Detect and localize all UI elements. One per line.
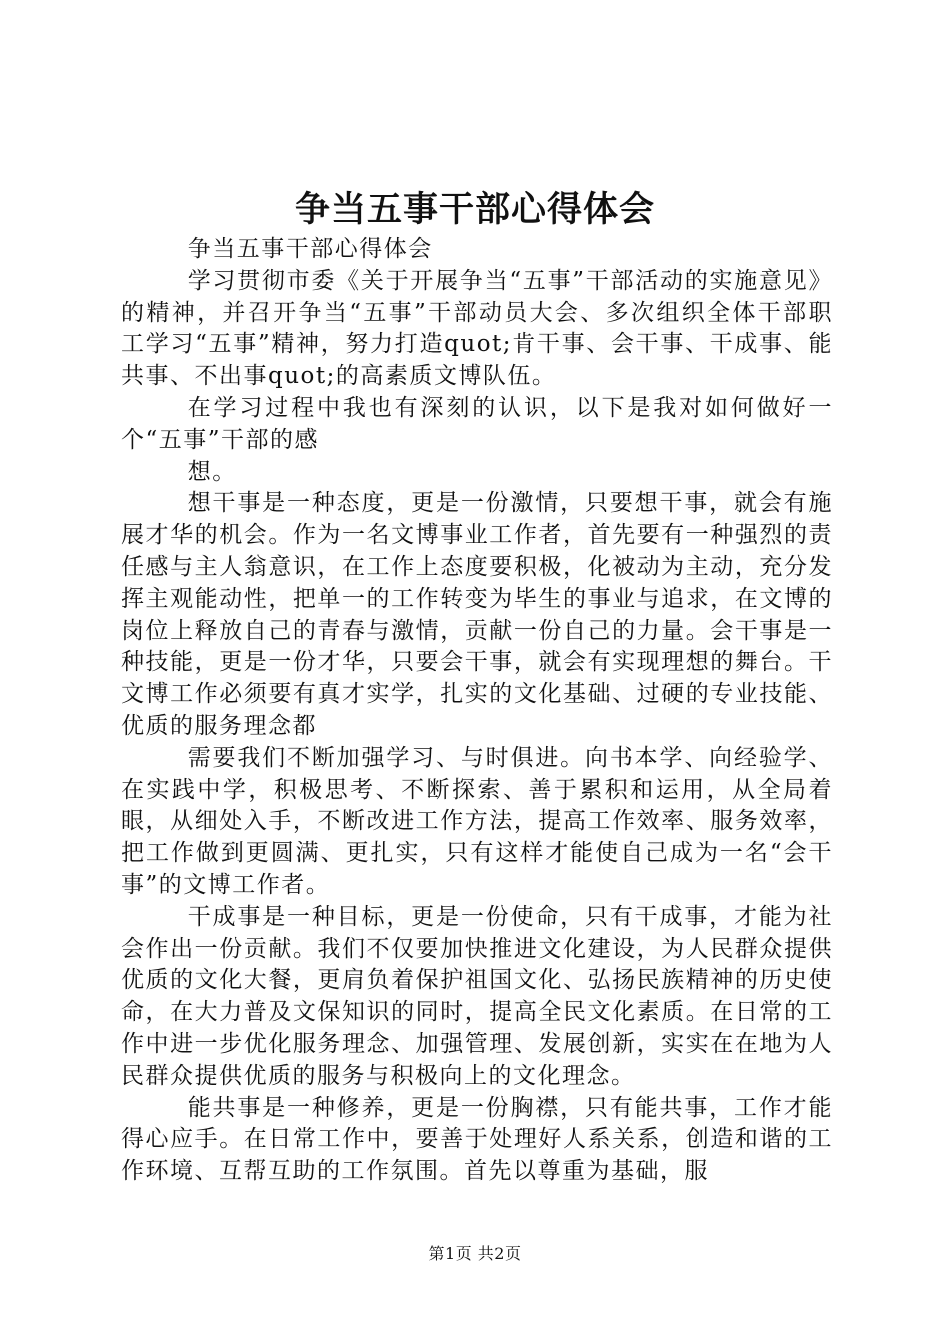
document-body <box>121 234 833 1188</box>
page-footer: 第1页 共2页 <box>428 1244 522 1263</box>
paragraph-intro: 学习贯彻市委《关于开展争当“五事”干部活动的实施意见》的精神，并召开争当“五事”干部动员大会、多次组织全体干部职工学习“五事”精神，努力打造quot;肯干事、会干事、干成事、能共事、不出事quot;的高素质文博队伍。 <box>121 267 833 390</box>
paragraph-learning: 在学习过程中我也有深刻的认识，以下是我对如何做好一个“五事”干部的感 <box>121 394 833 453</box>
paragraph-cooperate: 能共事是一种修养，更是一份胸襟，只有能共事，工作才能得心应手。在日常工作中，要善于处理好人系关系，创造和谐的工作环境、互帮互助的工作氛围。首先以尊重为基础，服 <box>121 1094 833 1185</box>
document-title: 争当五事干部心得体会 <box>294 189 655 230</box>
paragraph-subtitle: 争当五事干部心得体会 <box>187 236 433 262</box>
paragraph-want-to-work: 想干事是一种态度，更是一份激情，只要想干事，就会有施展才华的机会。作为一名文博事业工作者，首先要有一种强烈的责任感与主人翁意识，在工作上态度要积极，化被动为主动，充分发挥主观能动性，把单一的工作转变为毕生的事业与追求，在文博的岗位上释放自己的青春与激情，贡献一份自己的力量。会干事是一种技能，更是一份才华，只要会干事，就会有实现理想的舞台。干文博工作必须要有真才实学，扎实的文化基础、过硬的专业技能、优质的服务理念都 <box>121 490 833 739</box>
paragraph-study: 需要我们不断加强学习、与时俱进。向书本学、向经验学、在实践中学，积极思考、不断探索、善于累积和运用，从全局着眼，从细处入手，不断改进工作方法，提高工作效率、服务效率，把工作做到更圆满、更扎实，只有这样才能使自己成为一名“会干事”的文博工作者。 <box>121 744 833 898</box>
paragraph-accomplish: 干成事是一种目标，更是一份使命，只有干成事，才能为社会作出一份贡献。我们不仅要加快推进文化建设，为人民群众提供优质的文化大餐，更肩负着保护祖国文化、弘扬民族精神的历史使命，在大力普及文保知识的同时，提高全民文化素质。在日常的工作中进一步优化服务理念、加强管理、发展创新，实实在在地为人民群众提供优质的服务与积极向上的文化理念。 <box>121 903 833 1089</box>
paragraph-thoughts: 想。 <box>187 458 237 485</box>
